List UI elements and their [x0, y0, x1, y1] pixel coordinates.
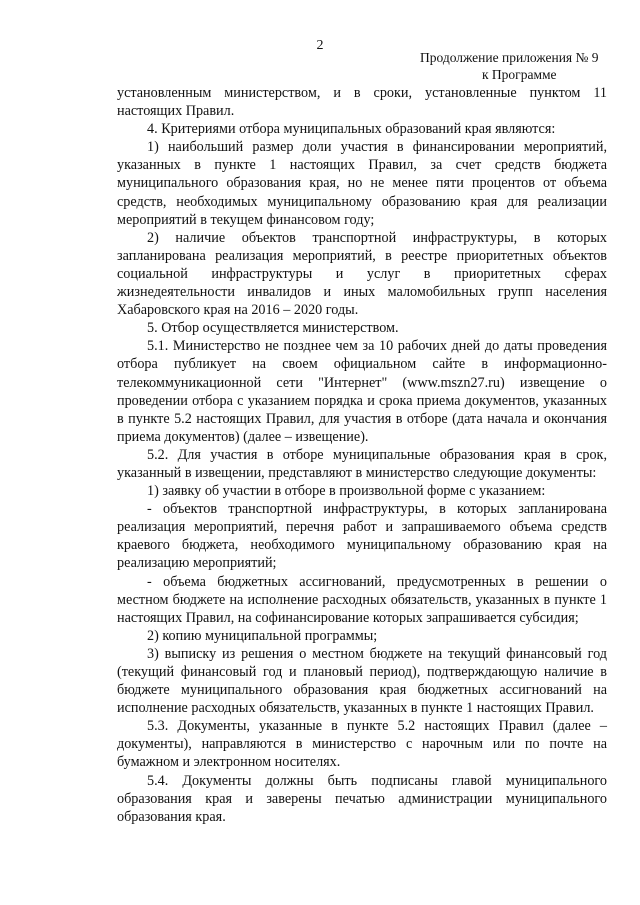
paragraph-continuation: установленным министерством, и в сроки, установленные пунктом 11 настоящих Правил. [117, 85, 607, 120]
paragraph-5: 5. Отбор осуществляется министерством. [147, 320, 399, 337]
paragraph-4-2: 2) наличие объектов транспортной инфраструктуры, в которых запланирована реализация мероприятий, в реестре приоритетных объектов социальной инфраструктуры и услуг в приоритетных сферах жизнедеятельности инвалидов и иных маломобильных групп населения Хабаровского края на 2016 – 2020 годы. [117, 229, 607, 319]
paragraph-5-2-1-b: - объема бюджетных ассигнований, предусмотренных в решении о местном бюджете на исполнение расходных обязательств, указанных в пункте 1 настоящих Правил, на софинансирование которых запрашивается субсидия; [117, 573, 607, 626]
page-number: 2 [316, 38, 324, 53]
paragraph-4-1: 1) наибольший размер доли участия в финансировании мероприятий, указанных в пункте 1 настоящих Правил, за счет средств бюджета муниципального образования края, но не менее пяти процентов от объема средств, необходимых муниципальному образованию края для реализации мероприятий в текущем финансовом году; [117, 139, 607, 228]
paragraph-5-3: 5.3. Документы, указанные в пункте 5.2 настоящих Правил (далее – документы), направляются в министерство с нарочным или по почте на бумажном и электронном носителях. [117, 718, 607, 771]
appendix-note [420, 49, 620, 83]
paragraph-5-2: 5.2. Для участия в отборе муниципальные образования края в срок, указанный в извещении, представляют в министерство следующие документы: [117, 446, 607, 481]
paragraph-5-2-2: 2) копию муниципальной программы; [147, 627, 378, 644]
paragraph-5-2-3: 3) выписку из решения о местном бюджете на текущий финансовый год (текущий финансовый год и плановый период), подтверждающую наличие в бюджете муниципального образования края бюджетных ассигнований на исполнение расходных обязательств, указанных в пункте 1 настоящих Правил. [117, 645, 607, 717]
paragraph-5-2-1-a: - объектов транспортной инфраструктуры, в которых запланирована реализация мероприятий, перечня работ и запрашиваемого объема средств краевого бюджета, необходимого муниципальному образованию края на реализацию мероприятий; [117, 501, 607, 572]
appendix-note-line1: Продолжение приложения № 9 [420, 50, 599, 65]
appendix-note-line2: к Программе [482, 67, 557, 82]
paragraph-5-1: 5.1. Министерство не позднее чем за 10 рабочих дней до даты проведения отбора публикует на своем официальном сайте в информационно-телекоммуникационной сети "Интернет" (www.mszn27.ru) извещение о проведении отбора с указанием порядка и срока приема документов, указанных в пункте 5.2 настоящих Правил, для участия в отборе (дата начала и окончания приема документов) (далее – извещение). [117, 338, 607, 445]
paragraph-4: 4. Критериями отбора муниципальных образований края являются: [147, 121, 556, 138]
paragraph-5-2-1: 1) заявку об участии в отборе в произвольной форме с указанием: [147, 483, 546, 500]
document-body [117, 84, 607, 826]
paragraph-5-4: 5.4. Документы должны быть подписаны главой муниципального образования края и заверены печатью администрации муниципального образования края. [117, 772, 607, 825]
